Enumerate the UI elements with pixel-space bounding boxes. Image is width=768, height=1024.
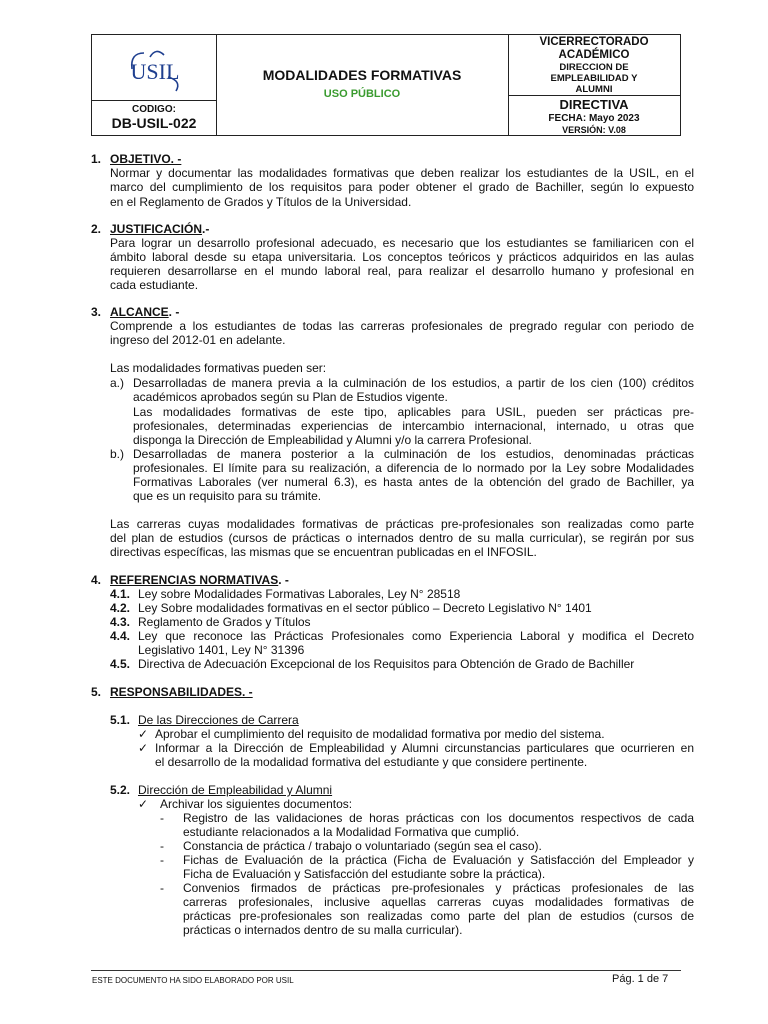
check-icon: ✓ (138, 741, 149, 755)
codigo-value: DB-USIL-022 (111, 115, 197, 131)
direccion-label: DIRECCION DE EMPLEABILIDAD Y ALUMNI (550, 62, 638, 95)
dash-item: Registro de las validaciones de horas prácticas con los documentos respectivos de cada (183, 811, 694, 825)
reference-item: Reglamento de Grados y Títulos (138, 615, 311, 629)
section-title-justificacion: JUSTIFICACIÓN.- (110, 222, 210, 236)
paragraph-line: Las modalidades formativas de este tipo, aplicables para USIL, pueden ser prácticas pre- (133, 405, 694, 419)
paragraph-line: disponga la Dirección de Empleabilidad y Alumni y/o la carrera Profesional. (133, 433, 532, 447)
dash-item: Fichas de Evaluación de la práctica (Ficha de Evaluación y Satisfacción del Empleador y (183, 853, 694, 867)
paragraph-line: Las modalidades formativas pueden ser: (110, 361, 327, 375)
paragraph-line: en el Reglamento de Grados y Títulos de la Universidad. (110, 195, 412, 209)
item-number: 4.1. (110, 587, 131, 601)
paragraph-line: Las carreras cuyas modalidades formativas de prácticas pre-profesionales son realizadas como parte (110, 517, 694, 531)
footer-divider (91, 970, 681, 971)
usil-logo (110, 47, 200, 97)
document-title: MODALIDADES FORMATIVAS (262, 67, 462, 83)
codigo-label: CODIGO: (132, 104, 176, 115)
dash-item: prácticas pre-profesionales son realizadas como parte del plan de estudios (cursos de (183, 909, 694, 923)
paragraph-line: requieren desarrollarse en el mundo laboral real, para realizar el desarrollo humano y profesional en (110, 264, 694, 278)
dash-marker: - (160, 853, 164, 867)
reference-item: Legislativo 1401, Ley N° 31396 (138, 643, 305, 657)
paragraph-line: que es un requisito para su trámite. (133, 489, 322, 503)
item-number: 4.5. (110, 657, 131, 671)
doc-type: DIRECTIVA (559, 97, 629, 112)
check-item: el desarrollo de la modalidad formativa del estudiante y que considere pertinente. (155, 755, 588, 769)
reference-item: Ley Sobre modalidades formativas en el sector público – Decreto Legislativo N° 1401 (138, 601, 592, 615)
dash-item: Constancia de práctica / trabajo o voluntariado (según sea el caso). (183, 839, 542, 853)
paragraph-line: Desarrolladas de manera previa a la culminación de los estudios, a partir de los cien (100) créditos (133, 376, 694, 390)
item-number: 4.4. (110, 629, 131, 643)
doc-version: VERSIÓN: V.08 (562, 125, 626, 135)
check-item: Informar a la Dirección de Empleabilidad y Alumni circunstancias particulares que ocurrieren en (155, 741, 694, 755)
document-subtitle: USO PÚBLICO (323, 88, 401, 100)
paragraph-line: Para lograr un desarrollo profesional adecuado, es necesario que los estudiantes se familiaricen con el (110, 236, 694, 250)
dash-item: estudiante relacionados a la Modalidad Formativa que cumplió. (183, 825, 520, 839)
paragraph-line: del plan de estudios (cursos de prácticas o internados dentro de su malla curricular), se regirán por sus (110, 531, 694, 545)
reference-item: Ley sobre Modalidades Formativas Laborales, Ley N° 28518 (138, 587, 461, 601)
doc-date: FECHA: Mayo 2023 (548, 113, 640, 124)
list-marker-b: b.) (110, 447, 125, 461)
section-number: 1. (91, 152, 102, 166)
paragraph-line: Comprende a los estudiantes de todas las carreras profesionales de pregrado regular con periodo de (110, 319, 694, 333)
paragraph-line: Desarrolladas de manera posterior a la culminación de los estudios, denominadas prácticas (133, 447, 694, 461)
item-number: 4.2. (110, 601, 131, 615)
paragraph-line: marco del cumplimiento de los requisitos para poder obtener el grado de Bachiller, según lo expuesto (110, 180, 694, 194)
paragraph-line: cada estudiante. (110, 278, 199, 292)
section-number: 5. (91, 685, 102, 699)
reference-item: Directiva de Adecuación Excepcional de los Requisitos para Obtención de Grado de Bachiller (138, 657, 635, 671)
paragraph-line: ingreso del 2012-01 en adelante. (110, 333, 286, 347)
dash-item: prácticas o internados dentro de su malla curricular). (183, 923, 463, 937)
dash-marker: - (160, 811, 164, 825)
section-title-referencias: REFERENCIAS NORMATIVAS. - (110, 573, 289, 587)
check-icon: ✓ (138, 727, 149, 741)
footer-note: ESTE DOCUMENTO HA SIDO ELABORADO POR USIL (92, 976, 294, 985)
section-number: 4. (91, 573, 102, 587)
vicerrectorado-label: VICERRECTORADO ACADÉMICO (539, 36, 649, 61)
subsection-number: 5.2. (110, 783, 131, 797)
dash-item: Convenios firmados de prácticas pre-profesionales y prácticas profesionales de las (183, 881, 694, 895)
section-number: 3. (91, 305, 102, 319)
item-number: 4.3. (110, 615, 131, 629)
dash-marker: - (160, 839, 164, 853)
check-icon: ✓ (138, 797, 149, 811)
dash-marker: - (160, 881, 164, 895)
list-marker-a: a.) (110, 376, 125, 390)
section-title-responsabilidades: RESPONSABILIDADES. - (110, 685, 253, 699)
reference-item: Ley que reconoce las Prácticas Profesionales como Experiencia Laboral y modifica el Decreto (138, 629, 694, 643)
svg-text:USIL: USIL (130, 59, 180, 84)
paragraph-line: ámbito laboral desde su etapa universitaria. Los conceptos teóricos y prácticos adquiridos en las aulas (110, 250, 694, 264)
section-title-alcance: ALCANCE. - (110, 305, 180, 319)
paragraph-line: Formativas Laborales (ver numeral 6.3), es hasta antes de la obtención del grado de Bachiller, ya (133, 475, 694, 489)
subsection-title: Dirección de Empleabilidad y Alumni (138, 783, 333, 797)
paragraph-line: directivas específicas, las mismas que se encuentran publicadas en el INFOSIL. (110, 545, 537, 559)
check-item: Archivar los siguientes documentos: (160, 797, 353, 811)
section-number: 2. (91, 222, 102, 236)
paragraph-line: profesionales. El límite para su realización, a diferencia de lo normado por la Ley sobre Modalidades (133, 461, 694, 475)
paragraph-line: profesionales, determinadas experiencias de intercambio internacional, internado, u otras que (133, 419, 694, 433)
paragraph-line: académicos aprobados según su Plan de Estudios vigente. (133, 390, 448, 404)
subsection-number: 5.1. (110, 713, 131, 727)
check-item: Aprobar el cumplimiento del requisito de modalidad formativa por medio del sistema. (155, 727, 605, 741)
paragraph-line: Normar y documentar las modalidades formativas que deben realizar los estudiantes de la USIL, en el (110, 166, 694, 180)
dash-item: carreras profesionales, inclusive aquellas carreras cuyas modalidades formativas de (183, 895, 694, 909)
dash-item: Ficha de Evaluación y Satisfacción del estudiante sobre la práctica). (183, 867, 546, 881)
subsection-title: De las Direcciones de Carrera (138, 713, 299, 727)
page-number: Pág. 1 de 7 (612, 973, 669, 985)
document-header (91, 34, 681, 136)
section-title-objetivo: OBJETIVO. - (110, 152, 182, 166)
